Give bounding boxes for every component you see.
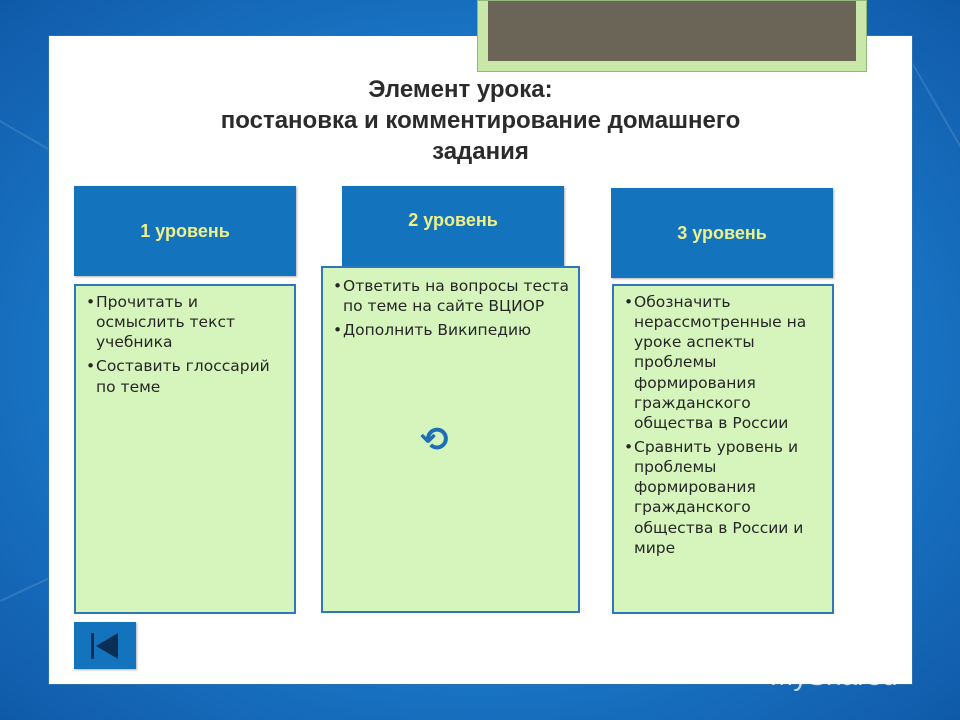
- list-item: • Составить глоссарий по теме: [86, 356, 286, 396]
- level-2-header: [342, 186, 564, 272]
- level-1-header-label: 1 уровень: [140, 220, 230, 241]
- list-item: • Дополнить Википедию: [333, 320, 570, 340]
- level-3-header-label: 3 уровень: [677, 222, 767, 243]
- level-2-card: [321, 266, 580, 613]
- back-arrow-icon: [91, 633, 94, 659]
- list-item: • Обозначить нерассмотренные на уроке аспекты проблемы формирования гражданского общества в России: [624, 292, 824, 433]
- level-2-header-label: 2 уровень: [408, 209, 498, 230]
- level-3-card: [612, 284, 834, 614]
- title-line-1: Элемент урока:: [368, 76, 553, 103]
- photo-image: [488, 1, 856, 61]
- list-item: • Прочитать и осмыслить текст учебника: [86, 292, 286, 352]
- level-1-header: [74, 186, 296, 276]
- photo-frame: [477, 0, 867, 72]
- title-line-3: задания: [432, 138, 529, 166]
- list-item: • Сравнить уровень и проблемы формирования гражданского общества в России и мире: [624, 437, 824, 558]
- list-item: • Ответить на вопросы теста по теме на сайте ВЦИОР: [333, 276, 570, 316]
- page-title: [48, 74, 913, 168]
- back-arrow-icon: [96, 633, 118, 659]
- back-button[interactable]: [74, 622, 136, 669]
- title-line-2: постановка и комментирование домашнего: [220, 107, 741, 135]
- level-1-card: [74, 284, 296, 614]
- level-3-header: [611, 188, 833, 278]
- rotate-arrows-icon: ⟲: [420, 420, 447, 460]
- watermark: MyShared: [770, 660, 898, 691]
